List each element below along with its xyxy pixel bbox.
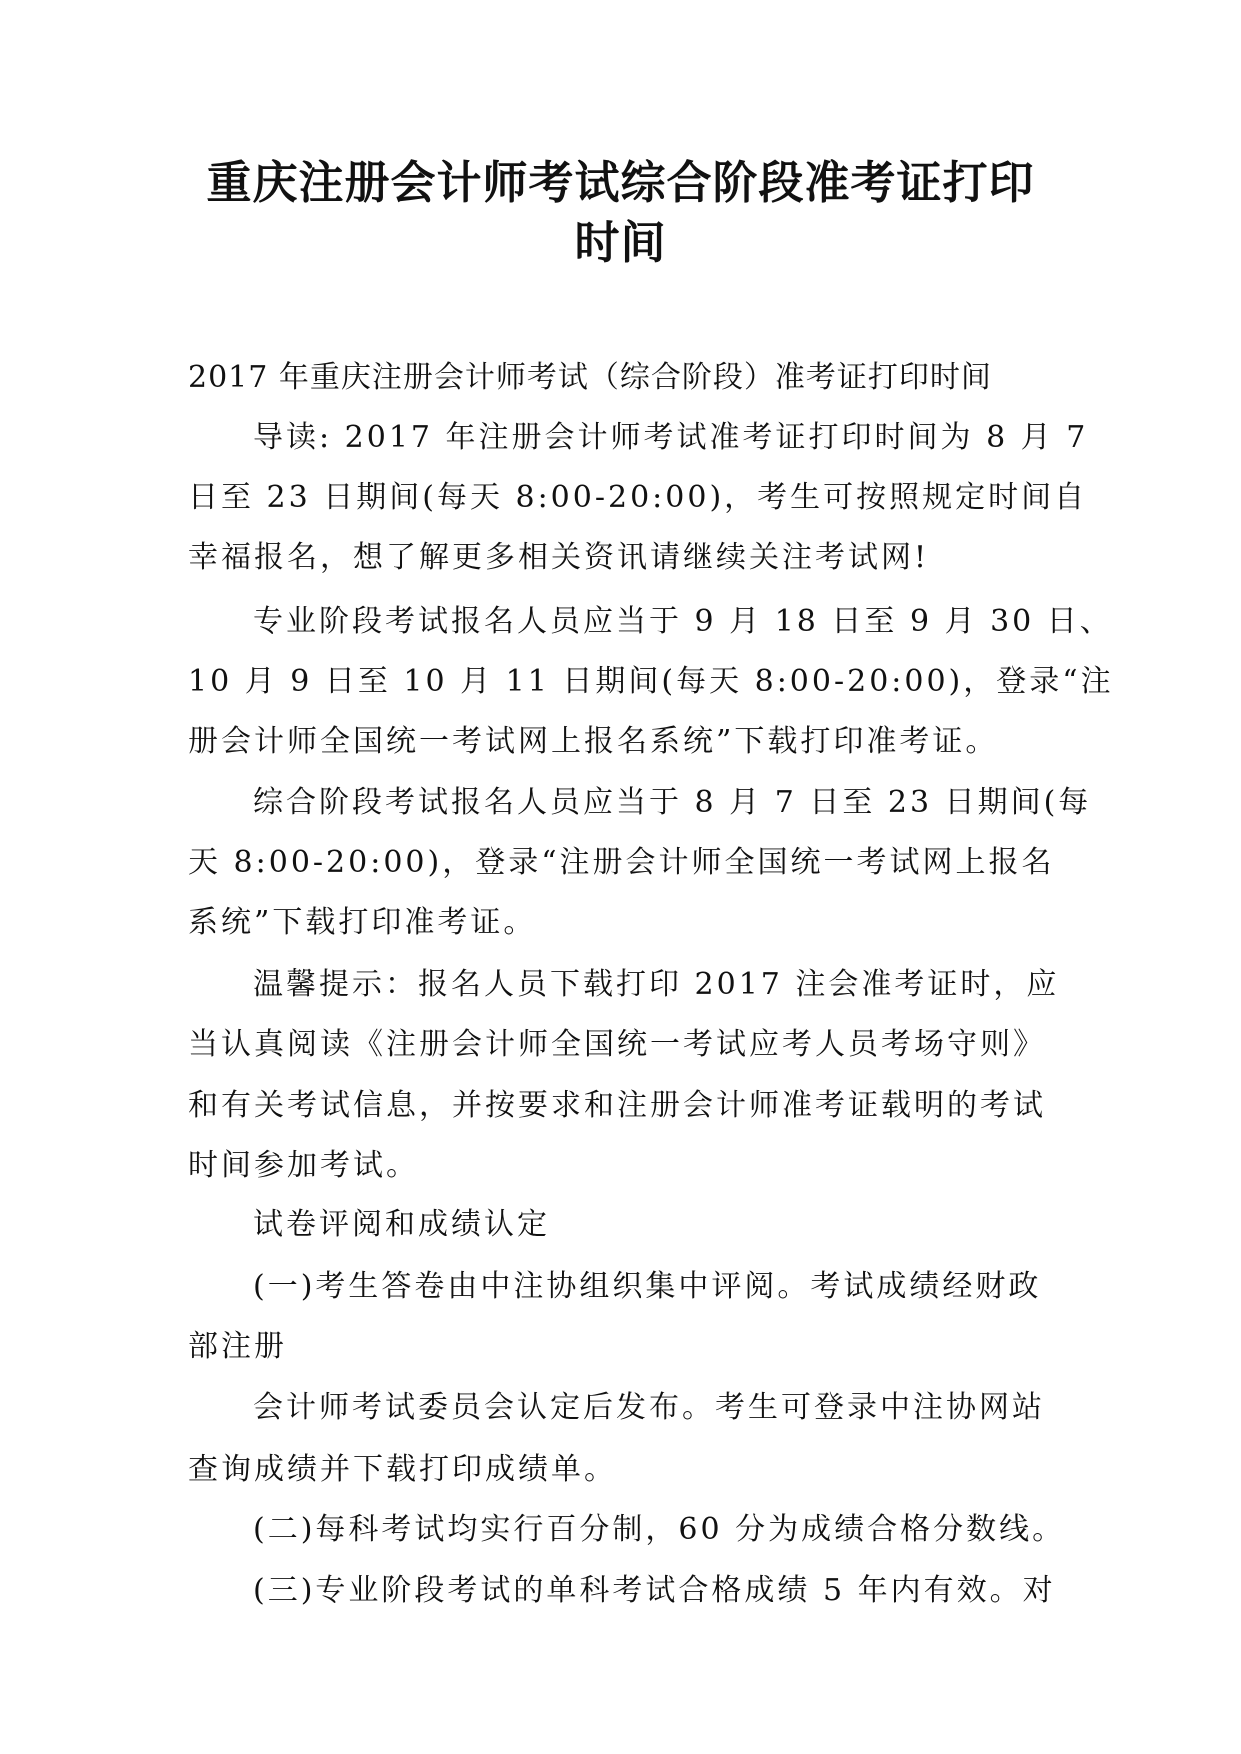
body-line: 时间参加考试。 [188, 1148, 419, 1183]
section-heading: 试卷评阅和成绩认定 [253, 1207, 550, 1242]
body-line: 日至 23 日期间(每天 8:00-20:00)，考生可按照规定时间自 [188, 480, 1088, 515]
body-line: 温馨提示：报名人员下载打印 2017 注会准考证时，应 [253, 967, 1060, 1002]
body-line: 专业阶段考试报名人员应当于 9 月 18 日至 9 月 30 日、 [253, 604, 1113, 639]
body-line: 综合阶段考试报名人员应当于 8 月 7 日至 23 日期间(每 [253, 785, 1092, 820]
body-line: (一)考生答卷由中注协组织集中评阅。考试成绩经财政 [253, 1269, 1042, 1304]
body-line: 10 月 9 日至 10 月 11 日期间(每天 8:00-20:00)，登录“注 [188, 664, 1114, 699]
document-title-line-2: 时间 [574, 216, 667, 269]
body-line: 导读: 2017 年注册会计师考试准考证打印时间为 8 月 7 [253, 420, 1089, 455]
subtitle-line: 2017 年重庆注册会计师考试（综合阶段）准考证打印时间 [188, 360, 992, 395]
body-line: 查询成绩并下载打印成绩单。 [188, 1452, 617, 1487]
body-line: 和有关考试信息，并按要求和注册会计师准考证载明的考试 [188, 1088, 1046, 1123]
body-line: 部注册 [188, 1329, 287, 1364]
body-line: 天 8:00-20:00)，登录“注册会计师全国统一考试网上报名 [188, 845, 1055, 880]
body-line: (二)每科考试均实行百分制，60 分为成绩合格分数线。 [253, 1512, 1066, 1547]
body-line: 幸福报名，想了解更多相关资讯请继续关注考试网! [188, 540, 930, 575]
body-line: 会计师考试委员会认定后发布。考生可登录中注协网站 [253, 1390, 1045, 1425]
body-line: 册会计师全国统一考试网上报名系统”下载打印准考证。 [188, 724, 999, 759]
body-line: (三)专业阶段考试的单科考试合格成绩 5 年内有效。对 [253, 1573, 1056, 1608]
body-line: 当认真阅读《注册会计师全国统一考试应考人员考场守则》 [188, 1027, 1046, 1062]
document-title-line-1: 重庆注册会计师考试综合阶段准考证打印 [206, 156, 1035, 209]
body-line: 系统”下载打印准考证。 [188, 905, 537, 940]
